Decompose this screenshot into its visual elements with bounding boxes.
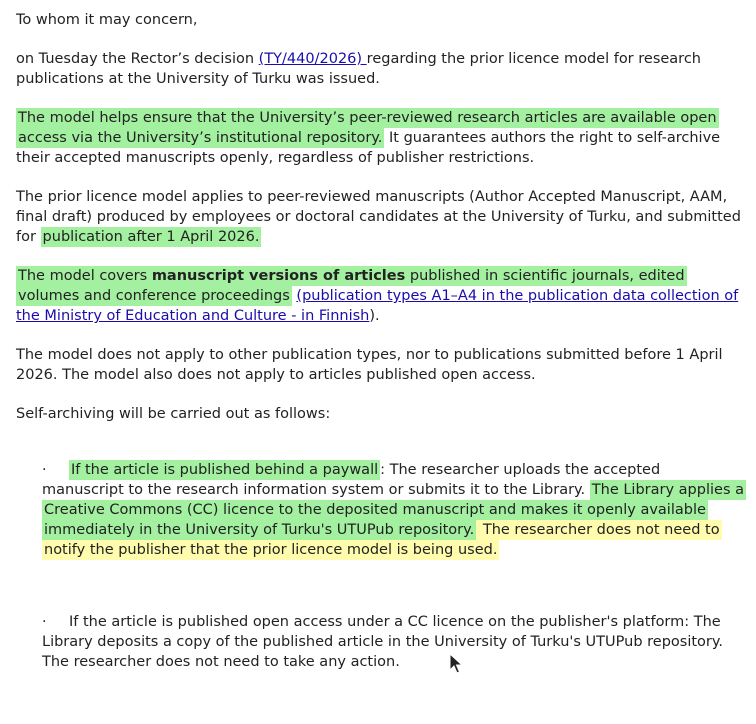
coverage-end: ). — [369, 308, 380, 324]
bullet-icon: · — [42, 614, 47, 630]
mouse-pointer-icon — [449, 653, 465, 675]
highlight-paywall: If the article is published behind a paywall — [71, 462, 379, 478]
decision-link[interactable]: (TY/440/2026) — [258, 51, 367, 67]
highlight-model-purpose: The model helps ensure that the University’s peer-reviewed research articles are available open access via the University’s institutional repository. — [18, 110, 717, 146]
coverage-bold: manuscript versions of articles — [151, 268, 406, 284]
coverage-pre: The model covers — [18, 268, 152, 284]
coverage-post: published in scientific journals, edited volumes and conference proceedings — [18, 268, 685, 304]
letter-body — [16, 10, 746, 724]
self-archiving-list — [42, 460, 746, 672]
scope-text: The prior licence model applies to peer-reviewed manuscripts (Author Accepted Manuscript, AAM, final draft) produced by employees or doctoral candidates at the University of Turku, and submitted for — [16, 189, 741, 245]
highlight-no-notify: The researcher does not need to notify the publisher that the prior licence model is being used. — [44, 522, 720, 558]
paragraph-self-archiving-intro: Self-archiving will be carried out as follows: — [16, 406, 331, 422]
paragraph-scope — [16, 187, 746, 247]
publication-types-link[interactable]: (publication types A1–A4 in the publication data collection of the Ministry of Education and Culture - in Finnish — [16, 288, 739, 324]
bullet-icon: · — [42, 462, 47, 478]
paragraph-model-purpose — [16, 108, 746, 168]
paragraph-coverage — [16, 266, 746, 326]
list-item-paywall — [42, 460, 746, 560]
purpose-rest: It guarantees authors the right to self-archive their accepted manuscripts openly, regardless of publisher restrictions. — [16, 130, 721, 166]
paragraph-exclusions: The model does not apply to other publication types, nor to publications submitted before 1 April 2026. The model also does not apply to articles published open access. — [16, 347, 723, 383]
decision-text-pre: on Tuesday the Rector’s decision — [16, 51, 259, 67]
greeting: To whom it may concern, — [16, 12, 198, 28]
highlight-library-cc: The Library applies a Creative Commons (CC) licence to the deposited manuscript and makes it openly available immediately in the University of Turku's UTUPub repository. — [44, 482, 744, 538]
list-item-open-access — [42, 612, 746, 672]
paragraph-decision — [16, 49, 746, 89]
paywall-text: : The researcher uploads the accepted manuscript to the research information system or submits it to the Library. — [42, 462, 661, 498]
decision-text-post: regarding the prior licence model for research publications at the University of Turku was issued. — [16, 51, 701, 87]
open-access-text: If the article is published open access under a CC licence on the publisher's platform: The Library deposits a copy of the published article in the University of Turku's UTUPub repository. The researcher does not need to take any action. — [42, 614, 723, 670]
highlight-publication-date: publication after 1 April 2026. — [42, 229, 260, 245]
